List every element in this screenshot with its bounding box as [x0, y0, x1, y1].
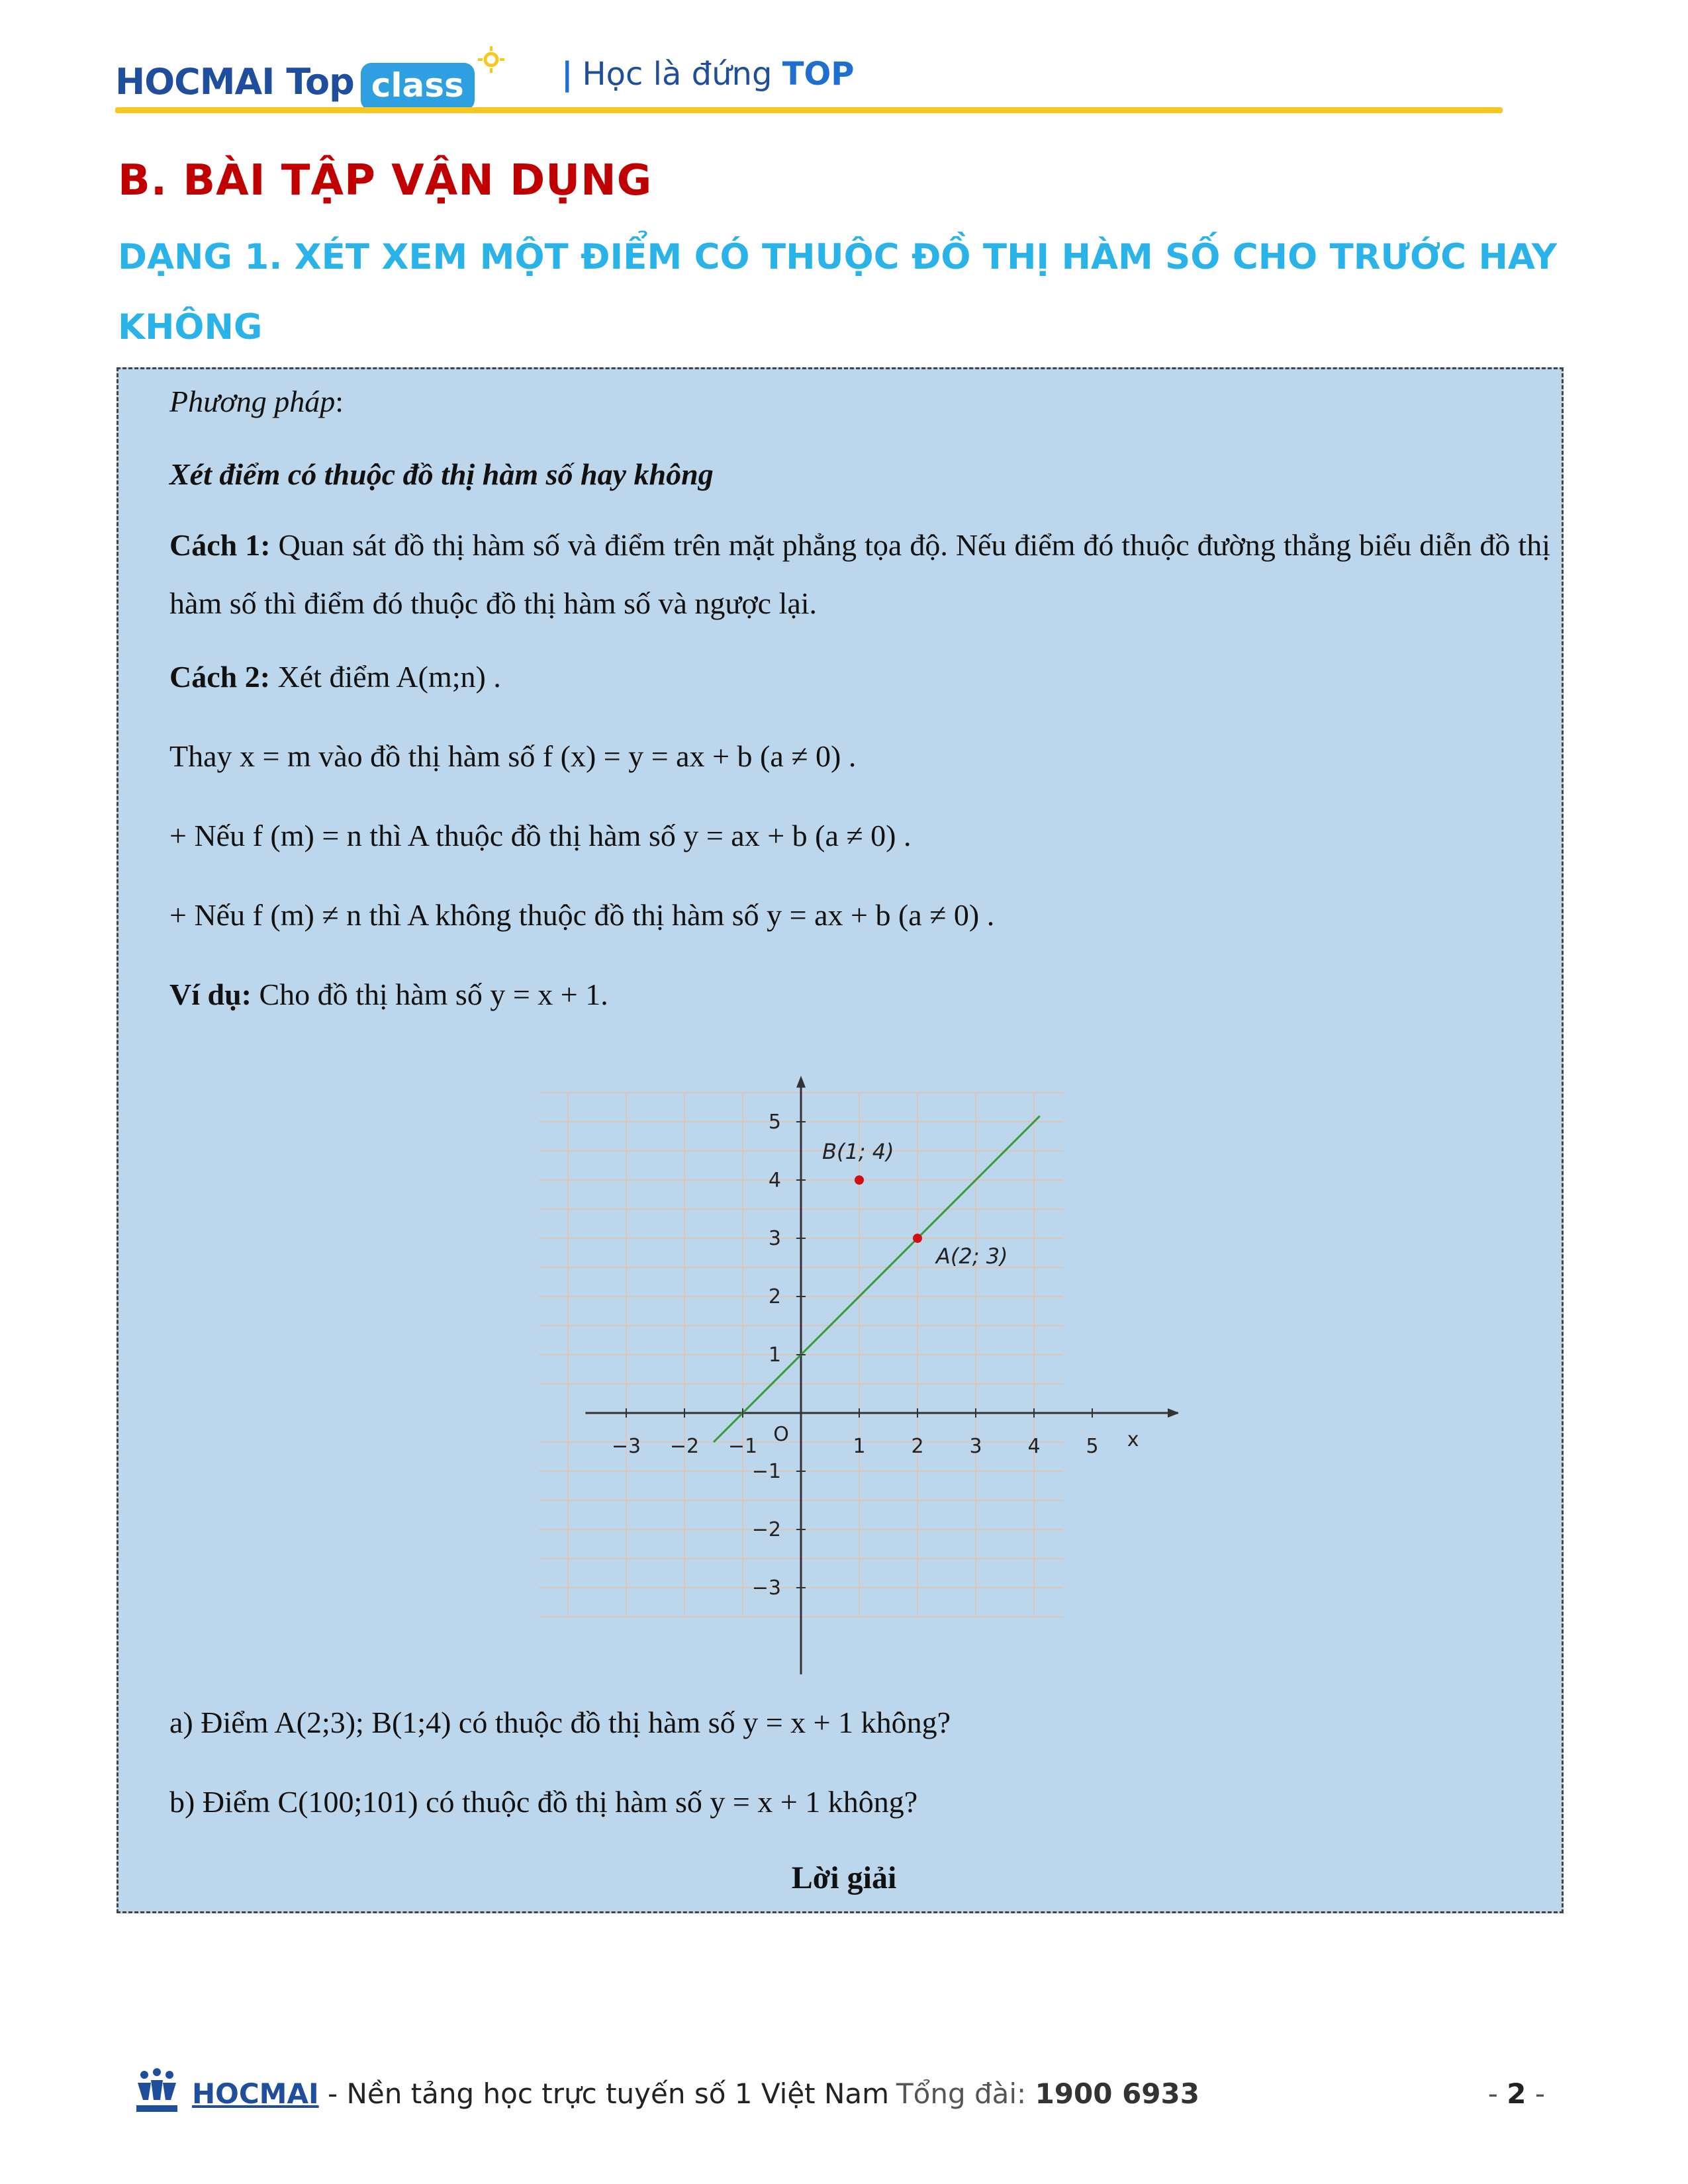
method-subtitle	[169, 457, 714, 492]
function-graph	[516, 1039, 1178, 1674]
y-tick-label: 1	[768, 1343, 781, 1367]
y-tick-label: −1	[751, 1460, 781, 1483]
question-b-text: có thuộc đồ thị hàm số	[426, 1785, 702, 1819]
question-a-math: A(2;3); B(1;4)	[274, 1706, 451, 1739]
method-title-colon: :	[335, 385, 344, 418]
cach2-text: Xét điểm	[277, 660, 391, 694]
origin-label: O	[773, 1423, 789, 1446]
footer-slogan: - Nền tảng học trực tuyến số 1 Việt Nam	[318, 2077, 890, 2110]
y-tick-label: 4	[768, 1169, 781, 1192]
tagline-prefix: Học là đứng	[582, 56, 773, 93]
y-tick-label: −2	[751, 1518, 781, 1541]
header-divider	[115, 107, 1503, 113]
x-tick-label: 2	[911, 1435, 924, 1458]
point-label-b: B(1; 4)	[822, 1139, 894, 1164]
y-axis-arrow	[796, 1075, 806, 1087]
method-title-text: Phương pháp	[169, 385, 336, 418]
graph-points	[822, 1139, 1008, 1269]
question-a-prefix: a) Điểm	[169, 1706, 269, 1739]
question-b-prefix: b) Điểm	[169, 1785, 271, 1819]
point-a	[913, 1234, 922, 1243]
hocmai-logo-icon	[135, 2068, 179, 2121]
substitute-line	[169, 739, 856, 774]
x-tick-label: 4	[1027, 1435, 1041, 1458]
x-axis-label: x	[1127, 1428, 1139, 1451]
brand-top: Top	[286, 60, 354, 103]
case-1-math: f (m) = n	[252, 819, 362, 852]
section-heading: B. BÀI TẬP VẬN DỤNG	[118, 156, 653, 205]
sub-heading: DẠNG 1. XÉT XEM MỘT ĐIỂM CÓ THUỘC ĐỒ THỊ HÀM SỐ CHO TRƯỚC HAY KHÔNG	[118, 237, 1558, 347]
page-suffix: -	[1526, 2077, 1545, 2110]
answer-heading: Lời giải	[791, 1860, 897, 1895]
question-a-math-2: y = x + 1	[743, 1706, 854, 1739]
y-tick-label: 5	[768, 1111, 781, 1134]
method-title	[169, 384, 344, 419]
y-tick-label: 3	[768, 1227, 781, 1250]
x-tick-label: 1	[853, 1435, 866, 1458]
case-2-line	[169, 897, 994, 933]
case-1-math-2: y = ax + b (a ≠ 0) .	[683, 819, 912, 852]
point-b	[855, 1175, 864, 1185]
cach2-math: A(m;n) .	[396, 660, 501, 694]
page-prefix: -	[1487, 2077, 1507, 2110]
brand-hocmai: HOCMAI	[115, 60, 275, 103]
x-tick-label: 3	[969, 1435, 982, 1458]
question-b-math: C(100;101)	[277, 1785, 418, 1819]
cach2-line	[169, 659, 501, 694]
substitute-math-1: x = m	[240, 739, 311, 773]
example-line	[169, 977, 608, 1012]
example-math: y = x + 1.	[490, 978, 608, 1011]
method-subtitle-text: Xét điểm có thuộc đồ thị hàm số hay không	[169, 457, 714, 491]
y-tick-label: 2	[768, 1285, 781, 1308]
substitute-text-2: vào đồ thị hàm số	[318, 739, 536, 773]
graph-axes	[585, 1075, 1178, 1674]
question-a-end: không?	[861, 1706, 951, 1739]
brand-class-badge: class	[361, 63, 475, 111]
cach1-paragraph	[169, 516, 1550, 633]
question-a-text: có thuộc đồ thị hàm số	[458, 1706, 735, 1739]
question-b-line	[169, 1784, 917, 1819]
y-tick-label: −3	[751, 1576, 781, 1600]
x-axis-arrow	[1168, 1408, 1178, 1418]
tagline: | Học là đứng TOP	[561, 56, 855, 93]
point-label-a: A(2; 3)	[936, 1244, 1008, 1269]
graph-series	[714, 1116, 1040, 1442]
x-tick-label: −3	[611, 1435, 641, 1458]
series-line-y-equals-x-plus-1	[714, 1116, 1040, 1442]
hotline-label: Tổng đài:	[896, 2077, 1027, 2110]
page-number-value: 2	[1507, 2077, 1526, 2110]
x-tick-label: 5	[1086, 1435, 1099, 1458]
question-b-math-2: y = x + 1	[710, 1785, 821, 1819]
tagline-top: TOP	[782, 56, 855, 93]
example-text: Cho đồ thị hàm số	[259, 978, 483, 1011]
case-1-text: thì A thuộc đồ thị hàm số	[369, 819, 676, 852]
example-label: Ví dụ:	[169, 978, 252, 1011]
case-2-math-2: y = ax + b (a ≠ 0) .	[767, 898, 995, 932]
case-2-text: thì A không thuộc đồ thị hàm số	[369, 898, 759, 932]
cach1-label: Cách 1:	[169, 528, 271, 562]
substitute-text: Thay	[169, 739, 232, 773]
hotline-number: 1900 6933	[1035, 2077, 1199, 2110]
case-1-prefix: + Nếu	[169, 819, 246, 852]
question-a-line	[169, 1705, 951, 1740]
x-tick-label: −2	[669, 1435, 700, 1458]
footer-text	[192, 2077, 889, 2110]
sun-icon	[478, 46, 504, 73]
brand-logo	[115, 52, 475, 111]
case-2-prefix: + Nếu	[169, 898, 246, 932]
x-tick-label: −1	[727, 1435, 758, 1458]
question-b-end: không?	[827, 1785, 918, 1819]
cach2-label: Cách 2:	[169, 660, 271, 694]
footer-brand-link[interactable]: HOCMAI	[192, 2077, 319, 2110]
substitute-math-2: f (x) = y = ax + b (a ≠ 0) .	[542, 739, 857, 773]
footer	[135, 2068, 1545, 2121]
case-2-math: f (m) ≠ n	[252, 898, 362, 932]
case-1-line	[169, 818, 911, 853]
cach1-text: Quan sát đồ thị hàm số và điểm trên mặt phẳng tọa độ. Nếu điểm đó thuộc đường thẳng biểu diễn đồ thị hàm số thì điểm đó thuộc đồ thị hàm số và ngược lại.	[169, 528, 1550, 620]
page-number	[1488, 2077, 1545, 2110]
footer-hotline	[896, 2077, 1199, 2110]
